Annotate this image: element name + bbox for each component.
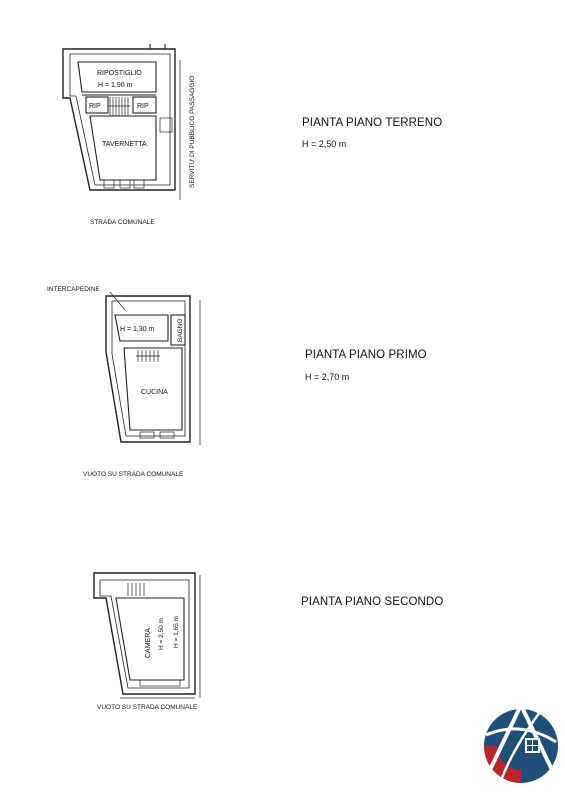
second-floor-caption: VUOTO SU STRADA COMUNALE (97, 704, 198, 711)
camera-height-max: H = 2,50 m (158, 618, 165, 650)
ripostiglio-label: RIPOSTIGLIO (97, 70, 142, 77)
camera-height-min: H = 1,65 m (173, 616, 180, 648)
cucina-label: CUCINA (141, 389, 168, 396)
ground-floor-caption: STRADA COMUNALE (90, 219, 155, 226)
floor-0-height: H = 2,50 m (302, 139, 347, 149)
floor-2-title: PIANTA PIANO SECONDO (301, 596, 444, 608)
intercapedine-label: INTERCAPEDINE (47, 286, 100, 293)
ground-floor-plan (63, 44, 180, 200)
tavernetta-label: TAVERNETTA (102, 141, 147, 148)
ripostiglio-height: H = 1,90 m (98, 82, 133, 89)
first-floor-caption: VUOTO SU STRADA COMUNALE (83, 471, 184, 478)
camera-label: CAMERA (145, 628, 152, 658)
rip-left-label: RIP (89, 103, 101, 110)
bagno-label: BAGNO (177, 318, 184, 342)
first-floor-plan (106, 292, 200, 445)
floor-1-height: H = 2,70 m (305, 372, 350, 382)
house-globe-logo (484, 705, 558, 783)
floor-1-title: PIANTA PIANO PRIMO (305, 349, 427, 361)
rip-right-label: RIP (137, 103, 149, 110)
servitu-label: SERVITU' DI PUBBLICO PASSAGGIO (189, 75, 196, 188)
floor-0-title: PIANTA PIANO TERRENO (302, 117, 443, 129)
intercapedine-height: H = 1,30 m (120, 326, 155, 333)
